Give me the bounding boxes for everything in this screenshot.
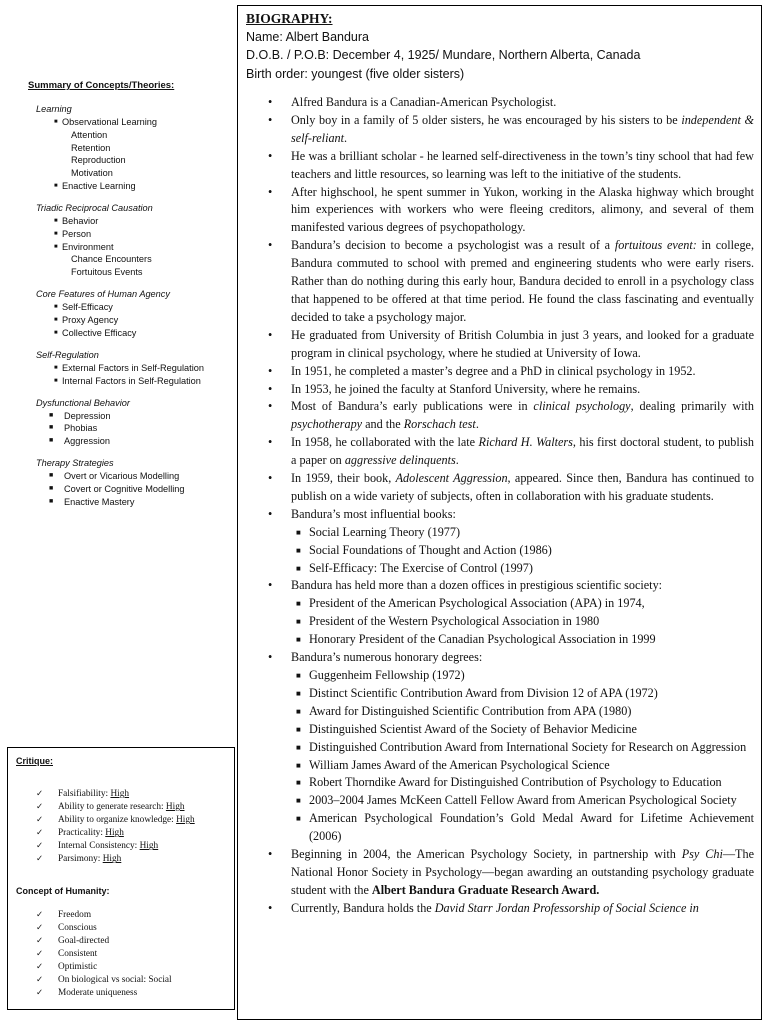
bio-sub-item [291, 757, 754, 775]
summary-item-label: Environment [62, 241, 114, 252]
left-column [0, 0, 232, 1024]
summary-group [36, 397, 236, 448]
summary-item [36, 116, 236, 129]
humanity-item [8, 935, 172, 948]
humanity-item [8, 948, 172, 961]
bio-bullet [246, 398, 754, 434]
square-bullet-icon: ■ [296, 563, 301, 573]
square-bullet-icon: ■ [54, 230, 58, 237]
bio-bullet [246, 327, 754, 363]
bio-sub-item [291, 703, 754, 721]
square-bullet-icon: ■ [49, 424, 54, 432]
checkmark-icon: ✓ [36, 815, 44, 826]
critique-item [8, 840, 195, 853]
humanity-item [8, 987, 172, 1000]
summary-item [36, 241, 236, 254]
bullet-icon: • [268, 578, 273, 593]
bullet-icon: • [268, 435, 273, 450]
summary-item [36, 362, 236, 375]
square-bullet-icon: ■ [54, 217, 58, 224]
humanity-title: Concept of Humanity: [16, 886, 110, 896]
bio-text: and the [362, 417, 404, 432]
summary-item [36, 266, 236, 279]
humanity-item [8, 961, 172, 974]
checkmark-icon: ✓ [36, 789, 44, 799]
biography-header [246, 10, 640, 83]
critique-label: Falsifiability: [58, 789, 111, 799]
summary-item [36, 129, 236, 142]
square-bullet-icon: ■ [296, 617, 301, 627]
bio-text: . [344, 130, 348, 145]
critique-box [7, 747, 235, 1010]
bio-bullet [246, 94, 754, 112]
critique-label: Internal Consistency: [58, 841, 140, 852]
summary-item-label: Enactive Learning [62, 180, 136, 191]
bio-dob: D.O.B. / P.O.B: December 4, 1925/ Mundare, Northern Alberta, Canada [246, 48, 641, 63]
bio-sub-list [291, 595, 754, 649]
bio-text: Most of Bandura’s early publications were in [291, 399, 534, 414]
square-bullet-icon: ■ [296, 688, 301, 698]
bullet-icon: • [268, 238, 273, 253]
summary-group [36, 349, 236, 388]
bio-text: , dealing primarily with [630, 399, 754, 414]
summary-item-label: Enactive Mastery [64, 496, 135, 507]
summary-item [36, 314, 236, 327]
square-bullet-icon: ■ [54, 329, 58, 336]
bullet-icon: • [268, 184, 273, 199]
bio-sub-text: Honorary President of the Canadian Psychological Association in 1999 [309, 632, 656, 647]
bio-sub-text: William James Award of the American Psychological Science [309, 757, 610, 772]
checkmark-icon: ✓ [36, 936, 44, 946]
summary-item [36, 301, 236, 314]
humanity-label: Freedom [58, 910, 92, 920]
summary-item-label: Overt or Vicarious Modelling [64, 471, 180, 482]
summary-item [36, 327, 236, 340]
square-bullet-icon: ■ [54, 364, 58, 371]
biography-content [246, 94, 754, 918]
bio-bullet [246, 470, 754, 506]
bio-text: psychotherapy [291, 417, 363, 432]
bio-sub-item [291, 667, 754, 685]
summary-title: Summary of Concepts/Theories: [28, 80, 175, 91]
bullet-icon: • [268, 363, 273, 378]
bio-sub-text: 2003–2004 James McKeen Cattell Fellow Award from American Psychological Society [309, 793, 737, 808]
bio-sub-item [291, 810, 754, 846]
bio-sub-item [291, 685, 754, 703]
bio-text: After highschool, he spent summer in Yukon, working in the Alaska highway which brought him experiences with workers who were fleeing creditors, alimony, and several of them manifested various degrees of psychopathology. [291, 184, 754, 235]
summary-item-label: Motivation [71, 168, 113, 179]
critique-item [8, 814, 195, 827]
humanity-list [8, 909, 172, 1000]
bio-text: Albert Bandura Graduate Research Award. [371, 882, 600, 897]
summary-item-label: Collective Efficacy [62, 327, 137, 338]
summary-item-label: Observational Learning [62, 117, 157, 127]
summary-group [36, 288, 236, 339]
summary-item [36, 180, 236, 193]
bio-sub-text: Social Foundations of Thought and Action (1986) [309, 542, 552, 557]
critique-rating: High [105, 828, 124, 839]
bio-text: independent & self-reliant [291, 112, 754, 145]
bio-bullet [246, 577, 754, 649]
summary-item-label: Covert or Cognitive Modelling [64, 483, 185, 494]
bullet-icon: • [268, 471, 273, 486]
humanity-label: Moderate uniqueness [58, 988, 138, 998]
bio-text: in college, Bandura commuted to school with premed and engineering students who were early risers. Rather than do nothing during this early hour, Bandura decided to enroll in a psychology class that happened to be offered at that time period. He found the class fascinating and eventually decided to take a psychology major. [291, 238, 755, 324]
bio-text: In 1953, he joined the faculty at Stanford University, where he remains. [291, 381, 641, 396]
bio-bullet [246, 434, 754, 470]
bio-text: Richard H. Walters [478, 435, 573, 450]
bio-text: Adolescent Aggression [395, 471, 508, 486]
checkmark-icon: ✓ [36, 828, 44, 839]
humanity-label: Conscious [58, 923, 97, 933]
summary-item-label: Self-Efficacy [62, 302, 113, 313]
summary-item-label: External Factors in Self-Regulation [62, 362, 204, 373]
bio-text: Bandura has held more than a dozen offices in prestigious scientific society: [291, 578, 663, 593]
biography-heading: BIOGRAPHY: [246, 11, 333, 26]
summary-item-label: Attention [71, 129, 108, 140]
square-bullet-icon: ■ [54, 377, 58, 384]
critique-rating: High [139, 841, 159, 852]
summary-item-label: Depression [64, 410, 111, 421]
bio-sub-text: Self-Efficacy: The Exercise of Control (1997) [309, 560, 533, 575]
summary-item-label: Person [62, 228, 92, 239]
bullet-icon: • [268, 112, 273, 127]
summary-item [36, 215, 236, 228]
bio-text: fortuitous event: [614, 238, 697, 253]
bio-name: Name: Albert Bandura [246, 30, 369, 45]
bio-text: In 1959, their book, [291, 471, 396, 486]
bio-sub-item [291, 739, 754, 757]
bullet-icon: • [268, 847, 273, 862]
summary-item [36, 422, 236, 435]
checkmark-icon: ✓ [36, 854, 44, 865]
summary-item [36, 253, 236, 266]
bullet-icon: • [268, 95, 273, 109]
humanity-label: Optimistic [58, 962, 98, 972]
summary-item [36, 167, 236, 180]
bullet-icon: • [268, 900, 273, 915]
summary-item-label: Aggression [64, 436, 110, 447]
square-bullet-icon: ■ [49, 497, 54, 505]
bio-text: Rorschach test [403, 417, 476, 432]
bio-bullet [246, 363, 754, 381]
bullet-icon: • [268, 650, 273, 665]
bio-sub-item [291, 560, 754, 578]
bio-sub-text: Distinguished Scientist Award of the Society of Behavior Medicine [309, 721, 637, 736]
summary-item-label: Phobias [64, 423, 98, 434]
humanity-item [8, 909, 172, 922]
bullet-icon: • [268, 399, 273, 414]
bio-text: , appeared. Since then, Bandura has continued to publish on a wide variety of subjects, often in collaboration with his graduate students. [291, 471, 754, 503]
checkmark-icon: ✓ [36, 962, 44, 972]
biography-panel [237, 5, 762, 1020]
humanity-label: On biological vs social: Social [58, 975, 172, 985]
bio-sub-item [291, 631, 754, 649]
bio-sub-list [291, 667, 754, 846]
critique-item [8, 788, 195, 801]
checkmark-icon: ✓ [36, 923, 44, 933]
bio-text: Psy Chi [681, 847, 723, 862]
bio-bullet [246, 184, 754, 238]
square-bullet-icon: ■ [296, 742, 301, 752]
summary-group-title: Core Features of Human Agency [36, 289, 170, 300]
square-bullet-icon: ■ [296, 814, 301, 824]
critique-label: Ability to generate research: [58, 802, 166, 813]
bio-text: Alfred Bandura is a Canadian-American Psychologist. [291, 95, 557, 109]
square-bullet-icon: ■ [296, 778, 301, 788]
square-bullet-icon: ■ [296, 599, 301, 609]
bio-text: David Starr Jordan Professorship of Social Science in [434, 900, 699, 915]
summary-item [36, 142, 236, 155]
humanity-label: Goal-directed [58, 936, 110, 946]
critique-rating: High [102, 854, 122, 865]
square-bullet-icon: ■ [54, 182, 58, 189]
critique-item [8, 853, 195, 866]
bio-sub-text: Distinct Scientific Contribution Award from Division 12 of APA (1972) [309, 685, 658, 700]
checkmark-icon: ✓ [36, 988, 44, 998]
critique-rating: High [110, 789, 130, 799]
summary-item [36, 435, 236, 448]
bio-text: clinical psychology [533, 399, 631, 414]
critique-title: Critique: [16, 756, 53, 766]
summary-groups [36, 103, 236, 518]
bio-sub-text: Guggenheim Fellowship (1972) [309, 668, 465, 682]
summary-item-label: Reproduction [71, 155, 126, 166]
bio-text: He was a brilliant scholar - he learned self-directiveness in the town’s tiny school that had few teachers and little resources, so learning was left to the initiative of the students. [291, 148, 754, 181]
biography-list [246, 94, 754, 918]
bio-bullet [246, 237, 754, 327]
summary-item-label: Internal Factors in Self-Regulation [62, 375, 201, 386]
critique-label: Parsimony: [58, 854, 103, 865]
bio-sub-item [291, 595, 754, 613]
square-bullet-icon: ■ [49, 484, 54, 492]
summary-group-title: Dysfunctional Behavior [36, 397, 130, 408]
summary-item-list [36, 116, 236, 193]
square-bullet-icon: ■ [296, 760, 301, 770]
critique-rating: High [165, 802, 185, 813]
summary-item [36, 228, 236, 241]
critique-rating: High [176, 815, 195, 826]
bio-bullet [246, 649, 754, 846]
summary-item-list [36, 410, 236, 448]
bio-text: Currently, Bandura holds the [291, 900, 435, 915]
summary-item [36, 375, 236, 388]
square-bullet-icon: ■ [54, 304, 58, 311]
bio-text: He graduated from University of British Columbia in just 3 years, and looked for a graduate program in clinical psychology, where he studied at University of Iowa. [291, 327, 754, 360]
bio-sub-text: President of the American Psychological Association (APA) in 1974, [309, 596, 645, 611]
summary-item [36, 483, 236, 496]
bio-text: —The National Honor Society in Psychology—began awarding an outstanding psychology graduate student with the [291, 847, 754, 897]
bio-sub-text: Robert Thorndike Award for Distinguished Contribution of Psychology to Education [309, 775, 722, 790]
summary-item-label: Retention [71, 142, 111, 153]
bio-bullet [246, 900, 754, 918]
square-bullet-icon: ■ [296, 796, 301, 806]
square-bullet-icon: ■ [49, 437, 54, 445]
summary-group [36, 202, 236, 279]
bio-sub-list [291, 524, 754, 578]
humanity-label: Consistent [58, 949, 98, 959]
bio-sub-text: Award for Distinguished Scientific Contribution from APA (1980) [309, 703, 632, 718]
humanity-item [8, 974, 172, 987]
checkmark-icon: ✓ [36, 975, 44, 985]
bio-text: In 1951, he completed a master’s degree and a PhD in clinical psychology in 1952. [291, 363, 696, 378]
summary-group-title: Therapy Strategies [36, 458, 114, 469]
summary-item-label: Proxy Agency [62, 314, 119, 325]
checkmark-icon: ✓ [36, 910, 44, 920]
summary-group [36, 457, 236, 508]
bullet-icon: • [268, 148, 273, 163]
bio-bullet [246, 381, 754, 399]
checkmark-icon: ✓ [36, 802, 44, 813]
summary-item-list [36, 215, 236, 279]
summary-item [36, 154, 236, 167]
checkmark-icon: ✓ [36, 949, 44, 959]
summary-item-label: Chance Encounters [71, 254, 152, 265]
square-bullet-icon: ■ [296, 724, 301, 734]
bio-bullet [246, 148, 754, 184]
bio-sub-text: American Psychological Foundation’s Gold Medal Award for Lifetime Achievement (2006) [309, 811, 754, 844]
bio-text: Only boy in a family of 5 older sisters, he was encouraged by his sisters to be [291, 112, 682, 127]
bio-sub-text: Social Learning Theory (1977) [309, 524, 461, 539]
bio-bullet [246, 506, 754, 578]
checkmark-icon: ✓ [36, 841, 44, 852]
bullet-icon: • [268, 327, 273, 342]
summary-item-list [36, 470, 236, 508]
summary-item-label: Behavior [62, 215, 99, 226]
bullet-icon: • [268, 506, 273, 521]
summary-item [36, 410, 236, 423]
bio-sub-text: Distinguished Contribution Award from International Society for Research on Aggression [309, 739, 747, 754]
critique-label: Practicality: [58, 828, 106, 839]
critique-list [8, 788, 195, 867]
bullet-icon: • [268, 381, 273, 396]
square-bullet-icon: ■ [296, 671, 301, 680]
summary-item-list [36, 301, 236, 339]
critique-label: Ability to organize knowledge: [58, 815, 177, 826]
bio-sub-text: President of the Western Psychological Association in 1980 [309, 614, 600, 629]
square-bullet-icon: ■ [296, 706, 301, 716]
bio-sub-item [291, 774, 754, 792]
critique-item [8, 827, 195, 840]
bio-sub-item [291, 613, 754, 631]
square-bullet-icon: ■ [296, 527, 301, 537]
summary-item [36, 470, 236, 483]
bio-text: Bandura’s decision to become a psychologist was a result of a [291, 238, 615, 253]
bio-text: . [455, 453, 459, 468]
summary-item [36, 496, 236, 509]
summary-group [36, 103, 236, 193]
bio-text: Bandura’s most influential books: [291, 506, 456, 521]
bio-bullet [246, 846, 754, 900]
bio-sub-item [291, 524, 754, 542]
bio-text: , his first doctoral student, to publish a paper on [291, 435, 754, 468]
summary-group-title: Learning [36, 104, 72, 114]
bio-sub-item [291, 792, 754, 810]
square-bullet-icon: ■ [296, 635, 301, 645]
humanity-item [8, 922, 172, 935]
square-bullet-icon: ■ [49, 411, 54, 419]
critique-item [8, 801, 195, 814]
bio-text: Beginning in 2004, the American Psychology Society, in partnership with [291, 847, 682, 862]
square-bullet-icon: ■ [54, 243, 58, 250]
square-bullet-icon: ■ [54, 316, 58, 323]
bio-text: Bandura’s numerous honorary degrees: [291, 650, 483, 665]
bio-text: aggressive delinquents [344, 453, 456, 468]
square-bullet-icon: ■ [296, 545, 301, 555]
square-bullet-icon: ■ [54, 119, 58, 125]
summary-item-list [36, 362, 236, 388]
bio-bullet [246, 112, 754, 148]
bio-birth-order: Birth order: youngest (five older sisters) [246, 66, 465, 81]
square-bullet-icon: ■ [49, 472, 54, 480]
summary-item-label: Fortuitous Events [71, 267, 143, 278]
bio-sub-item [291, 542, 754, 560]
summary-group-title: Self-Regulation [36, 349, 99, 360]
bio-text: . [475, 417, 479, 432]
bio-text: In 1958, he collaborated with the late [291, 435, 479, 450]
summary-group-title: Triadic Reciprocal Causation [36, 202, 153, 213]
bio-sub-item [291, 721, 754, 739]
